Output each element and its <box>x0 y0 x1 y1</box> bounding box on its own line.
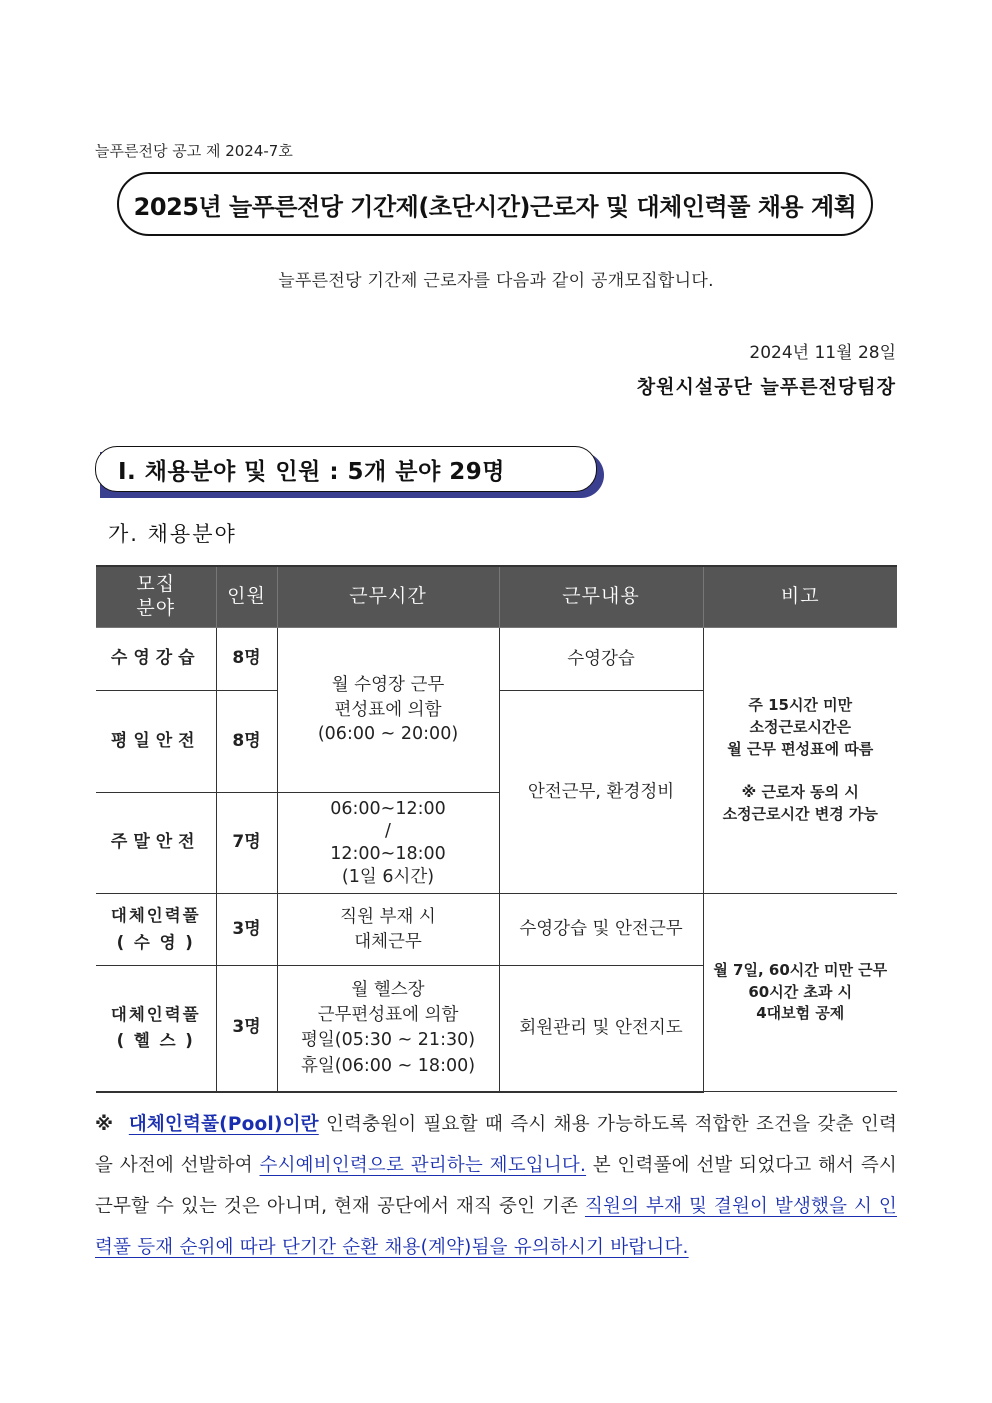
row-field: 평일안전 <box>96 691 216 793</box>
document-title: 2025년 늘푸른전당 기간제(초단시간)근로자 및 대체인력풀 채용 계획 <box>117 172 873 236</box>
recruitment-table <box>96 565 897 1093</box>
row-field: 수영강습 <box>96 628 216 691</box>
row-field: 대체인력풀 ( 헬 스 ) <box>96 966 216 1092</box>
hours-cell: 직원 부재 시 대체근무 <box>277 894 499 966</box>
notice-date: 2024년 11월 28일 <box>749 343 896 363</box>
row-count: 3명 <box>216 966 277 1092</box>
footnote-text: 인력충원이 필요할 때 즉시 채용 가능하도록 적합한 조건을 갖춘 인력을 사전에 선발하여 <box>95 1114 898 1176</box>
subheading: 가. 채용분야 <box>108 522 237 546</box>
row-count: 3명 <box>216 894 277 966</box>
header-count: 인원 <box>216 566 277 628</box>
table-row <box>96 628 897 691</box>
hours-cell: 06:00~12:00 / 12:00~18:00 (1일 6시간) <box>277 793 499 894</box>
header-field: 모집 분야 <box>96 566 216 628</box>
footnote-highlight <box>129 1114 319 1135</box>
hours-cell: 월 수영장 근무 편성표에 의함 (06:00 ~ 20:00) <box>277 628 499 793</box>
duty-cell: 수영강습 <box>499 628 703 691</box>
row-field: 주말안전 <box>96 793 216 894</box>
header-hours: 근무시간 <box>277 566 499 628</box>
footnote-highlight: 수시예비인력으로 관리하는 제도입니다. <box>259 1155 587 1176</box>
footnote-text: 본 인력풀에 선발 되었다고 해서 즉시 근무할 수 있는 것은 아니며, 현재 공단에서 재직 중인 기존 <box>95 1155 897 1217</box>
table-row <box>96 894 897 966</box>
duty-cell: 수영강습 및 안전근무 <box>499 894 703 966</box>
footnote <box>95 1104 897 1268</box>
intro-text: 늘푸른전당 기간제 근로자를 다음과 같이 공개모집합니다. <box>278 271 714 291</box>
signer: 창원시설공단 늘푸른전당팀장 <box>636 376 896 398</box>
row-count: 8명 <box>216 691 277 793</box>
duty-cell: 회원관리 및 안전지도 <box>499 966 703 1092</box>
header-duty: 근무내용 <box>499 566 703 628</box>
footnote-highlight: 직원의 부재 및 결원이 발생했을 시 인력풀 등재 순위에 따라 단기간 순환 채용(계약)됨을 유의하시기 바랍니다. <box>95 1196 897 1258</box>
note-cell: 주 15시간 미만 소정근로시간은 월 근무 편성표에 따름 ※ 근로자 동의 시 소정근로시간 변경 가능 <box>703 628 897 894</box>
row-count: 8명 <box>216 628 277 691</box>
footnote-term: 대체인력풀(Pool)이란 <box>128 1114 319 1135</box>
header-note: 비고 <box>703 566 897 628</box>
duty-cell: 안전근무, 환경정비 <box>499 691 703 894</box>
row-field: 대체인력풀 ( 수 영 ) <box>96 894 216 966</box>
notice-number: 늘푸른전당 공고 제 2024-7호 <box>95 142 293 160</box>
row-count: 7명 <box>216 793 277 894</box>
footnote-mark: ※ <box>95 1114 115 1135</box>
note-cell: 월 7일, 60시간 미만 근무 60시간 초과 시 4대보험 공제 <box>703 894 897 1092</box>
section-heading: Ⅰ. 채용분야 및 인원 : 5개 분야 29명 <box>95 446 597 492</box>
hours-cell: 월 헬스장 근무편성표에 의함 평일(05:30 ~ 21:30) 휴일(06:00 ~ 18:00) <box>277 966 499 1092</box>
table-header-row <box>96 566 897 628</box>
